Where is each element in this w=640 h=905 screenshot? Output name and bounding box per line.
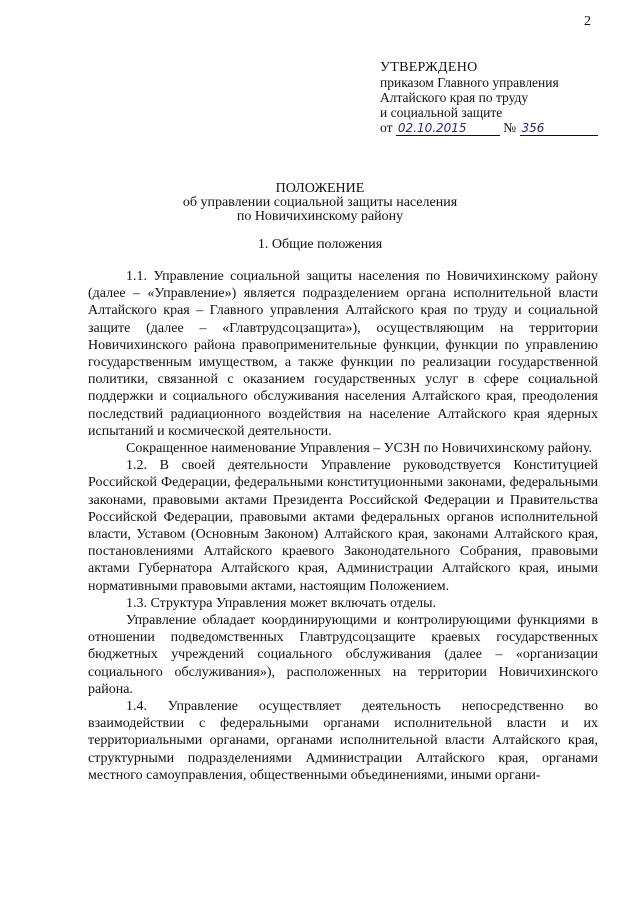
page-number: 2 (584, 14, 591, 29)
paragraph: 1.1. Управление социальной защиты населения по Новичихинскому району (далее – «Управление») является подразделением органа исполнительной власти Алтайского края – Главного управления Алтайского края по труду и социальной защите (далее – «Главтрудсоцзащита»), осуществляющим на территории Новичихинского района правоприменительные функции, функции по управлению государственным имуществом, а также функции по реализации государственной политики, связанной с оказанием государственных услуг в сфере социальной поддержки и социального обслуживания населения Алтайского края, преодоления последствий радиационного воздействия на население Алтайского края ядерных испытаний и космической деятельности. (88, 269, 598, 439)
approval-line-1: приказом Главного управления (380, 75, 559, 90)
handwritten-date: 02.10.2015 (396, 122, 500, 136)
paragraph: Управление обладает координирующими и контролирующими функциями в отношении подведомственных Главтрудсоцзащите краевых государственных бюджетных учреждений социального обслуживания (далее – «организации социального обслуживания»), расположенных на территории Новичихинского района. (88, 613, 598, 697)
approval-heading: УТВЕРЖДЕНО (380, 60, 478, 75)
paragraph: 1.3. Структура Управления может включать отделы. (126, 595, 436, 611)
document-subtitle-line-2: по Новичихинскому району (236, 209, 404, 224)
paragraph: 1.4. Управление осуществляет деятельность непосредственно во взаимодействии с федеральными органами исполнительной власти и их территориальными органами, органами исполнительной власти Алтайского края, структурными подразделениями Администрации Алтайского края, органами местного самоуправления, общественными объединениями, иными органи- (88, 699, 598, 783)
document-title-block (0, 182, 640, 224)
number-prefix: № (503, 120, 517, 135)
approval-stamp-block (380, 60, 598, 136)
body-text (88, 268, 598, 784)
approval-line-2: Алтайского края по труду (380, 90, 529, 105)
approval-line-3: и социальной защите (380, 105, 503, 120)
handwritten-order-number: 356 (520, 122, 598, 136)
document-subtitle-line-1: об управлении социальной защиты населения (182, 195, 458, 210)
paragraph: Сокращенное наименование Управления – УСЗН по Новичихинскому району. (126, 441, 593, 457)
section-title: 1. Общие положения (257, 237, 383, 252)
date-prefix: от (380, 120, 393, 135)
approval-date-line (380, 120, 598, 136)
document-title: ПОЛОЖЕНИЕ (275, 181, 365, 196)
paragraph: 1.2. В своей деятельности Управление руководствуется Конституцией Российской Федерации, федеральными конституционными законами, федеральными законами, правовыми актами Президента Российской Федерации и Правительства Российской Федерации, правовыми актами федеральных органов исполнительной власти, Уставом (Основным Законом) Алтайского края, законами Алтайского края, постановлениями Алтайского краевого Законодательного Собрания, правовыми актами Губернатора Алтайского края, Администрации Алтайского края, иными нормативными правовыми актами, настоящим Положением. (88, 458, 598, 594)
